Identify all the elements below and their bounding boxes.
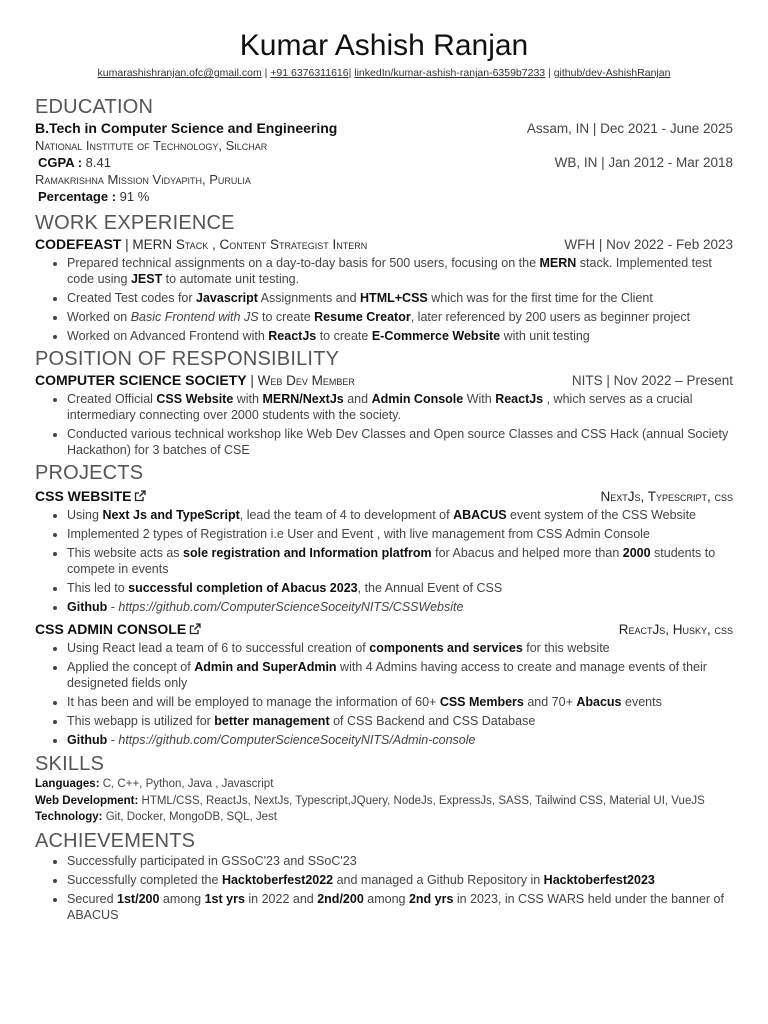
external-link-icon[interactable] — [134, 490, 146, 502]
bullet-text: Created Test codes for — [67, 291, 197, 305]
bullet-emphasis: 2nd yrs — [408, 891, 454, 906]
bullet-text: Implemented 2 types of Registration i.e User and Event , with live management from CSS Admin Console — [67, 527, 650, 541]
separator: | — [348, 67, 355, 79]
bullet-text: among — [363, 891, 409, 906]
work-role: | MERN Stack , Content Strategist Intern — [121, 237, 368, 252]
skills-technology — [35, 809, 733, 826]
project1-title-row — [35, 488, 733, 505]
bullet-emphasis: Admin Console — [371, 392, 464, 406]
project1-tech: NextJs, Typescript, css — [600, 489, 733, 504]
cgpa-value: 8.41 — [82, 155, 111, 170]
degree-meta: Assam, IN | Dec 2021 - June 2025 — [526, 121, 733, 136]
bullet-text: events — [621, 695, 662, 709]
percentage-value: 91 % — [116, 189, 150, 204]
school-meta: WB, IN | Jan 2012 - Mar 2018 — [554, 155, 733, 170]
bullet-text: , which serves as a crucial intermediary connecting over 2000 students with the society. — [67, 392, 693, 422]
github-label: Github — [67, 600, 108, 614]
bullet-text: and managed a Github Repository in — [333, 872, 544, 887]
github-link[interactable]: github/dev-AshishRanjan — [553, 67, 671, 79]
project2-bullets — [35, 640, 733, 748]
email-link[interactable]: kumarashishranjan.ofc@gmail.com — [97, 67, 262, 79]
bullet-emphasis: MERN — [539, 256, 577, 270]
achievements-heading: ACHIEVEMENTS — [35, 829, 196, 852]
skills-label: Web Development: — [35, 794, 139, 807]
bullet-text: This website acts as — [67, 546, 184, 560]
skills-label: Languages: — [35, 778, 100, 790]
bullet-item — [67, 391, 733, 423]
bullet-text: Assignments and — [257, 291, 361, 305]
bullet-text: and 70+ — [523, 695, 577, 709]
por-heading: POSITION OF RESPONSIBILITY — [35, 348, 340, 370]
project2-bullet — [67, 659, 733, 691]
por-meta: NITS | Nov 2022 – Present — [571, 373, 733, 388]
bullet-emphasis: sole registration and Information platfrom — [183, 546, 432, 560]
bullet-emphasis: ReactJs — [495, 392, 544, 406]
project2-bullet — [67, 713, 733, 729]
bullet-text: with — [233, 392, 263, 406]
project2-title: CSS ADMIN CONSOLE — [35, 621, 187, 637]
bullet-item — [67, 891, 733, 923]
skills-value: Git, Docker, MongoDB, SQL, Jest — [102, 811, 277, 823]
bullet-emphasis: Abacus — [576, 695, 622, 709]
bullet-text: among — [159, 891, 205, 906]
bullet-emphasis: better management — [214, 714, 330, 728]
por-role: | Web Dev Member — [246, 373, 355, 388]
project1-bullet — [67, 507, 733, 523]
skills-languages — [35, 776, 733, 793]
bullet-text: in 2022 and — [244, 891, 318, 906]
bullet-text: with 4 Admins having access to create and manage events of their designeted fields only — [67, 660, 707, 690]
contact-line — [35, 66, 733, 80]
bullet-item — [67, 426, 733, 458]
project1-bullet — [67, 545, 733, 577]
bullet-item — [67, 872, 733, 888]
project2-title-row — [35, 621, 733, 638]
bullet-emphasis: ReactJs — [268, 329, 317, 343]
bullet-text: Using — [67, 508, 103, 522]
bullet-text: and — [343, 392, 372, 406]
github-dash: - — [107, 600, 119, 614]
bullet-text: Created Official — [67, 392, 157, 406]
bullet-text: Successfully completed the — [67, 872, 222, 887]
bullet-text: Worked on Advanced Frontend with — [67, 329, 269, 343]
bullet-emphasis: Admin and SuperAdmin — [194, 660, 337, 674]
bullet-text: , lead the team of 4 to development of — [239, 508, 454, 522]
bullet-text: stack. Implemented test code using — [67, 256, 712, 286]
bullet-text: , later referenced by 200 users as beginner project — [410, 310, 691, 324]
separator: | — [545, 67, 554, 79]
bullet-text: Using React lead a team of 6 to successful creation of — [67, 641, 370, 655]
project2-tech: ReactJs, Husky, css — [618, 622, 733, 637]
bullet-text: Worked on — [67, 310, 131, 324]
bullet-emphasis: Javascript — [196, 291, 258, 305]
project2-github-url[interactable]: https://github.com/ComputerScienceSoceityNITS/Admin-console — [118, 733, 476, 747]
projects-heading: PROJECTS — [35, 462, 144, 484]
education-degree-row — [35, 120, 733, 137]
bullet-text: to create — [258, 310, 315, 324]
bullet-emphasis: 2nd/200 — [317, 891, 364, 906]
achievements-bullets — [35, 853, 733, 923]
bullet-text: With — [463, 392, 496, 406]
separator: | — [261, 67, 271, 79]
skills-value: HTML/CSS, ReactJs, NextJs, Typescript,JQuery, NodeJs, ExpressJs, SASS, Tailwind CSS, Material UI, VueJS — [138, 794, 705, 807]
bullet-item — [67, 328, 733, 344]
cgpa-row — [35, 154, 733, 171]
cgpa-label: CGPA : — [38, 155, 83, 170]
work-meta: WFH | Nov 2022 - Feb 2023 — [564, 237, 733, 252]
work-heading: WORK EXPERIENCE — [35, 212, 235, 234]
bullet-text: students to compete in events — [67, 546, 716, 576]
bullet-emphasis: ABACUS — [453, 508, 507, 522]
bullet-text: to create — [316, 329, 372, 343]
project1-github-url[interactable]: https://github.com/ComputerScienceSoceityNITS/CSSWebsite — [118, 600, 464, 614]
por-bullets — [35, 391, 733, 458]
degree-title: B.Tech in Computer Science and Engineering — [35, 120, 338, 136]
bullet-text: Prepared technical assignments on a day-to-day basis for 500 users, focusing on the — [67, 256, 540, 270]
bullet-emphasis: Hacktoberfest2023 — [543, 872, 655, 887]
bullet-emphasis: HTML+CSS — [360, 291, 428, 305]
bullet-emphasis: successful completion of Abacus 2023 — [128, 581, 358, 595]
project2-github-item — [67, 732, 733, 748]
bullet-emphasis: Basic Frontend with JS — [130, 310, 259, 324]
skills-block — [35, 776, 733, 826]
bullet-text: for Abacus and helped more than — [431, 546, 623, 560]
linkedin-link[interactable]: linkedIn/kumar-ashish-ranjan-6359b7233 — [354, 67, 546, 79]
bullet-text: with unit testing — [500, 329, 590, 343]
percentage-label: Percentage : — [38, 189, 117, 204]
bullet-emphasis: 1st yrs — [204, 891, 245, 906]
bullet-text: Conducted various technical workshop like Web Dev Classes and Open source Classes and CSS Hack (annual Society Hackathon) for 3 batches of CSE — [67, 427, 729, 457]
work-title-row — [35, 236, 733, 253]
bullet-text: of CSS Backend and CSS Database — [329, 714, 536, 728]
bullet-text: , the Annual Event of CSS — [357, 581, 503, 595]
bullet-emphasis: Hacktoberfest2022 — [221, 872, 334, 887]
bullet-emphasis: CSS Members — [439, 695, 524, 709]
project1-bullet — [67, 580, 733, 596]
bullet-text: Applied the concept of — [67, 660, 195, 674]
external-link-icon[interactable] — [189, 623, 201, 635]
skills-webdev — [35, 793, 733, 810]
bullet-text: It has been and will be employed to manage the information of 60+ — [67, 695, 440, 709]
project1-bullet — [67, 526, 733, 542]
bullet-emphasis: JEST — [130, 272, 163, 286]
bullet-item — [67, 853, 733, 869]
project1-title: CSS WEBSITE — [35, 488, 132, 504]
project1-github-item — [67, 599, 733, 615]
bullet-text: to automate unit testing. — [162, 272, 300, 286]
bullet-text: which was for the first time for the Client — [427, 291, 653, 305]
company-name: CODEFEAST — [35, 236, 122, 252]
bullet-item — [67, 255, 733, 287]
bullet-text: in 2023, in CSS WARS held under the banner of ABACUS — [67, 891, 724, 922]
bullet-emphasis: components and services — [369, 641, 523, 655]
bullet-emphasis: CSS Website — [156, 392, 234, 406]
candidate-name: Kumar Ashish Ranjan — [239, 29, 529, 62]
skills-heading: SKILLS — [35, 753, 105, 775]
skills-label: Technology: — [35, 811, 103, 823]
project2-bullet — [67, 694, 733, 710]
github-label: Github — [67, 733, 108, 747]
skills-value: C, C++, Python, Java , Javascript — [99, 778, 274, 790]
bullet-text: for this website — [522, 641, 610, 655]
school-name: Ramakrishna Mission Vidyapith, Purulia — [35, 172, 251, 187]
bullet-item — [67, 290, 733, 306]
bullet-text: Secured — [67, 891, 118, 906]
org-name: COMPUTER SCIENCE SOCIETY — [35, 372, 247, 388]
bullet-emphasis: E-Commerce Website — [371, 329, 501, 343]
bullet-item — [67, 309, 733, 325]
project2-bullet — [67, 640, 733, 656]
bullet-emphasis: Resume Creator — [314, 310, 411, 324]
bullet-emphasis: MERN/NextJs — [262, 392, 344, 406]
work-bullets — [35, 255, 733, 344]
bullet-emphasis: 1st/200 — [117, 891, 160, 906]
bullet-text: event system of the CSS Website — [506, 508, 697, 522]
bullet-text: This led to — [67, 581, 129, 595]
bullet-emphasis: Next Js and TypeScript — [102, 508, 240, 522]
por-title-row — [35, 372, 733, 389]
phone-link[interactable]: +91 6376311616 — [270, 67, 349, 79]
education-heading: EDUCATION — [35, 96, 154, 118]
github-dash: - — [107, 733, 119, 747]
bullet-emphasis: 2000 — [622, 546, 651, 560]
project1-bullets — [35, 507, 733, 615]
resume-page — [35, 28, 733, 926]
percentage-row — [35, 188, 733, 205]
institute-name: National Institute of Technology, Silchar — [35, 138, 268, 153]
bullet-text: This webapp is utilized for — [67, 714, 215, 728]
bullet-text: Successfully participated in GSSoC'23 and SSoC'23 — [67, 853, 357, 868]
